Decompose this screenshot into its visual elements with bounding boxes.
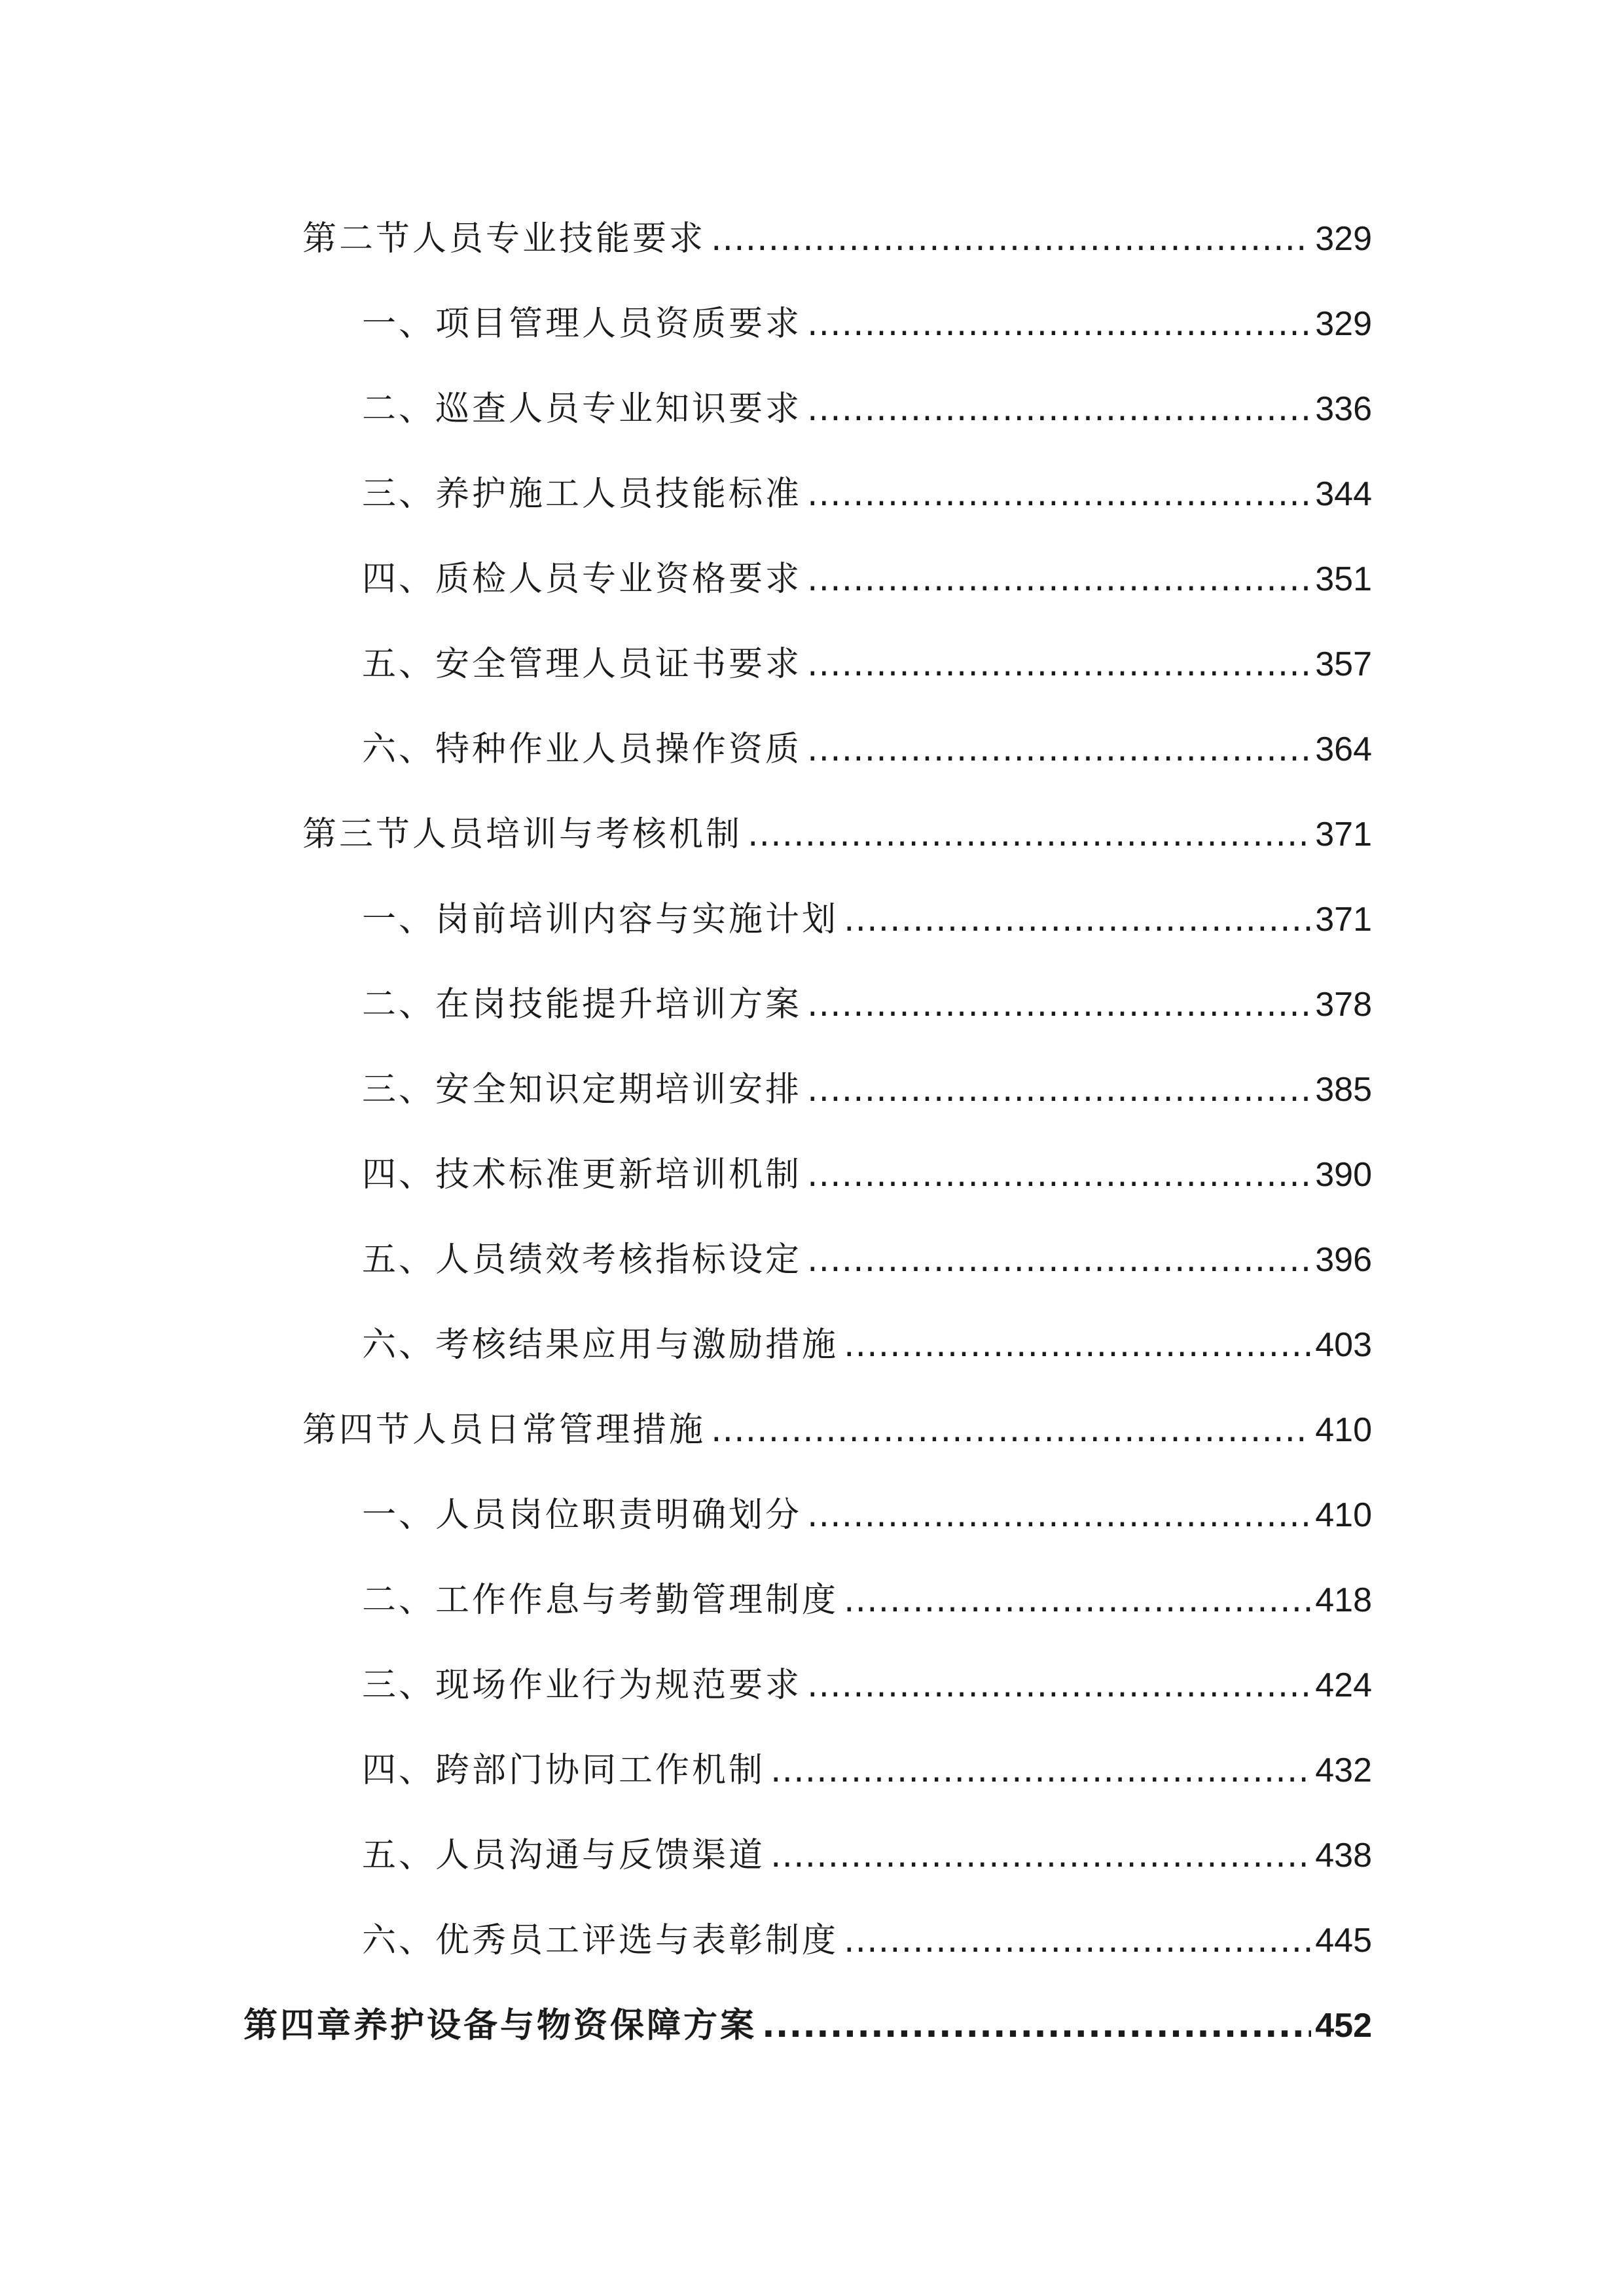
toc-dot-leader bbox=[844, 1577, 1311, 1623]
toc-dot-leader bbox=[762, 2003, 1311, 2049]
toc-entry-item[interactable] bbox=[362, 1833, 1372, 1878]
toc-page-number: 445 bbox=[1315, 1922, 1372, 1960]
toc-entry-item[interactable] bbox=[362, 301, 1372, 347]
toc-dot-leader bbox=[807, 1662, 1311, 1708]
toc-page-number: 390 bbox=[1315, 1156, 1372, 1194]
toc-dot-leader bbox=[807, 1067, 1311, 1113]
toc-page-number: 329 bbox=[1315, 220, 1372, 258]
toc-entry-title: 第二节人员专业技能要求 bbox=[302, 219, 706, 259]
toc-entry-title: 二、工作作息与考勤管理制度 bbox=[362, 1581, 839, 1620]
toc-page-number: 410 bbox=[1315, 1496, 1372, 1534]
toc-entry-item[interactable] bbox=[362, 1067, 1372, 1113]
toc-entry-title: 三、安全知识定期培训安排 bbox=[362, 1070, 803, 1109]
toc-dot-leader bbox=[711, 216, 1311, 262]
toc-page-number: 403 bbox=[1315, 1326, 1372, 1364]
toc-page-number: 385 bbox=[1315, 1071, 1372, 1109]
toc-entry-chapter[interactable] bbox=[244, 2003, 1372, 2049]
toc-dot-leader bbox=[807, 386, 1311, 432]
toc-entry-title: 一、岗前培训内容与实施计划 bbox=[362, 900, 839, 939]
toc-entry-title: 二、在岗技能提升培训方案 bbox=[362, 985, 803, 1024]
toc-page-number: 336 bbox=[1315, 390, 1372, 428]
toc-entry-item[interactable] bbox=[362, 471, 1372, 517]
toc-page-number: 344 bbox=[1315, 475, 1372, 513]
toc-entry-title: 四、质检人员专业资格要求 bbox=[362, 560, 803, 599]
toc-page-number: 418 bbox=[1315, 1581, 1372, 1619]
toc-entry-item[interactable] bbox=[362, 1237, 1372, 1283]
toc-page-number: 452 bbox=[1315, 2007, 1372, 2045]
toc-entry-title: 六、考核结果应用与激励措施 bbox=[362, 1325, 839, 1365]
toc-page-number: 371 bbox=[1315, 901, 1372, 939]
toc-entry-item[interactable] bbox=[362, 386, 1372, 432]
toc-entry-title: 五、人员绩效考核指标设定 bbox=[362, 1240, 803, 1280]
toc-entry-item[interactable] bbox=[362, 556, 1372, 602]
toc-dot-leader bbox=[807, 726, 1311, 772]
toc-dot-leader bbox=[807, 1152, 1311, 1198]
toc-entry-title: 一、人员岗位职责明确划分 bbox=[362, 1496, 803, 1535]
toc-entry-item[interactable] bbox=[362, 897, 1372, 942]
toc-page-number: 438 bbox=[1315, 1837, 1372, 1874]
toc-dot-leader bbox=[807, 1237, 1311, 1283]
toc-entry-title: 四、跨部门协同工作机制 bbox=[362, 1751, 766, 1790]
toc-entry-title: 二、巡查人员专业知识要求 bbox=[362, 389, 803, 429]
toc-entry-title: 五、人员沟通与反馈渠道 bbox=[362, 1836, 766, 1875]
toc-entry-section[interactable] bbox=[302, 1407, 1372, 1453]
toc-page-number: 432 bbox=[1315, 1751, 1372, 1789]
toc-dot-leader bbox=[807, 301, 1311, 347]
toc-entry-title: 六、特种作业人员操作资质 bbox=[362, 730, 803, 769]
toc-entry-item[interactable] bbox=[362, 1492, 1372, 1538]
toc-entry-title: 四、技术标准更新培训机制 bbox=[362, 1155, 803, 1194]
toc-page-number: 396 bbox=[1315, 1241, 1372, 1279]
toc-dot-leader bbox=[844, 1918, 1311, 1964]
toc-page-number: 351 bbox=[1315, 560, 1372, 598]
toc-dot-leader bbox=[807, 471, 1311, 517]
toc-entry-title: 六、优秀员工评选与表彰制度 bbox=[362, 1921, 839, 1960]
toc-entry-item[interactable] bbox=[362, 1748, 1372, 1793]
toc-entry-item[interactable] bbox=[362, 1152, 1372, 1198]
toc-entry-title: 第四节人员日常管理措施 bbox=[302, 1410, 706, 1450]
toc-dot-leader bbox=[807, 1492, 1311, 1538]
toc-entry-title: 一、项目管理人员资质要求 bbox=[362, 304, 803, 344]
toc-entry-item[interactable] bbox=[362, 1918, 1372, 1964]
toc-page-number: 364 bbox=[1315, 730, 1372, 768]
toc-dot-leader bbox=[770, 1833, 1311, 1878]
toc-entry-title: 第三节人员培训与考核机制 bbox=[302, 815, 743, 854]
toc-dot-leader bbox=[807, 641, 1311, 687]
toc-dot-leader bbox=[844, 1322, 1311, 1368]
toc-entry-title: 五、安全管理人员证书要求 bbox=[362, 645, 803, 684]
toc-entry-item[interactable] bbox=[362, 1577, 1372, 1623]
toc-entry-title: 第四章养护设备与物资保障方案 bbox=[244, 2006, 757, 2045]
toc-page-number: 378 bbox=[1315, 986, 1372, 1024]
toc-dot-leader bbox=[844, 897, 1311, 942]
toc-dot-leader bbox=[711, 1407, 1311, 1453]
toc-entry-section[interactable] bbox=[302, 812, 1372, 857]
toc-entry-title: 三、养护施工人员技能标准 bbox=[362, 475, 803, 514]
toc-entry-item[interactable] bbox=[362, 726, 1372, 772]
toc-page-number: 410 bbox=[1315, 1411, 1372, 1449]
toc-entry-item[interactable] bbox=[362, 1322, 1372, 1368]
toc-entry-item[interactable] bbox=[362, 641, 1372, 687]
toc-entry-item[interactable] bbox=[362, 1662, 1372, 1708]
toc-dot-leader bbox=[807, 982, 1311, 1028]
toc-page-number: 424 bbox=[1315, 1666, 1372, 1704]
toc-entry-title: 三、现场作业行为规范要求 bbox=[362, 1666, 803, 1705]
toc-page-number: 329 bbox=[1315, 305, 1372, 343]
toc-page-number: 371 bbox=[1315, 816, 1372, 853]
toc-page-number: 357 bbox=[1315, 645, 1372, 683]
toc-entry-item[interactable] bbox=[362, 982, 1372, 1028]
toc-dot-leader bbox=[748, 812, 1311, 857]
toc-entry-section[interactable] bbox=[302, 216, 1372, 262]
toc-dot-leader bbox=[807, 556, 1311, 602]
toc-dot-leader bbox=[770, 1748, 1311, 1793]
